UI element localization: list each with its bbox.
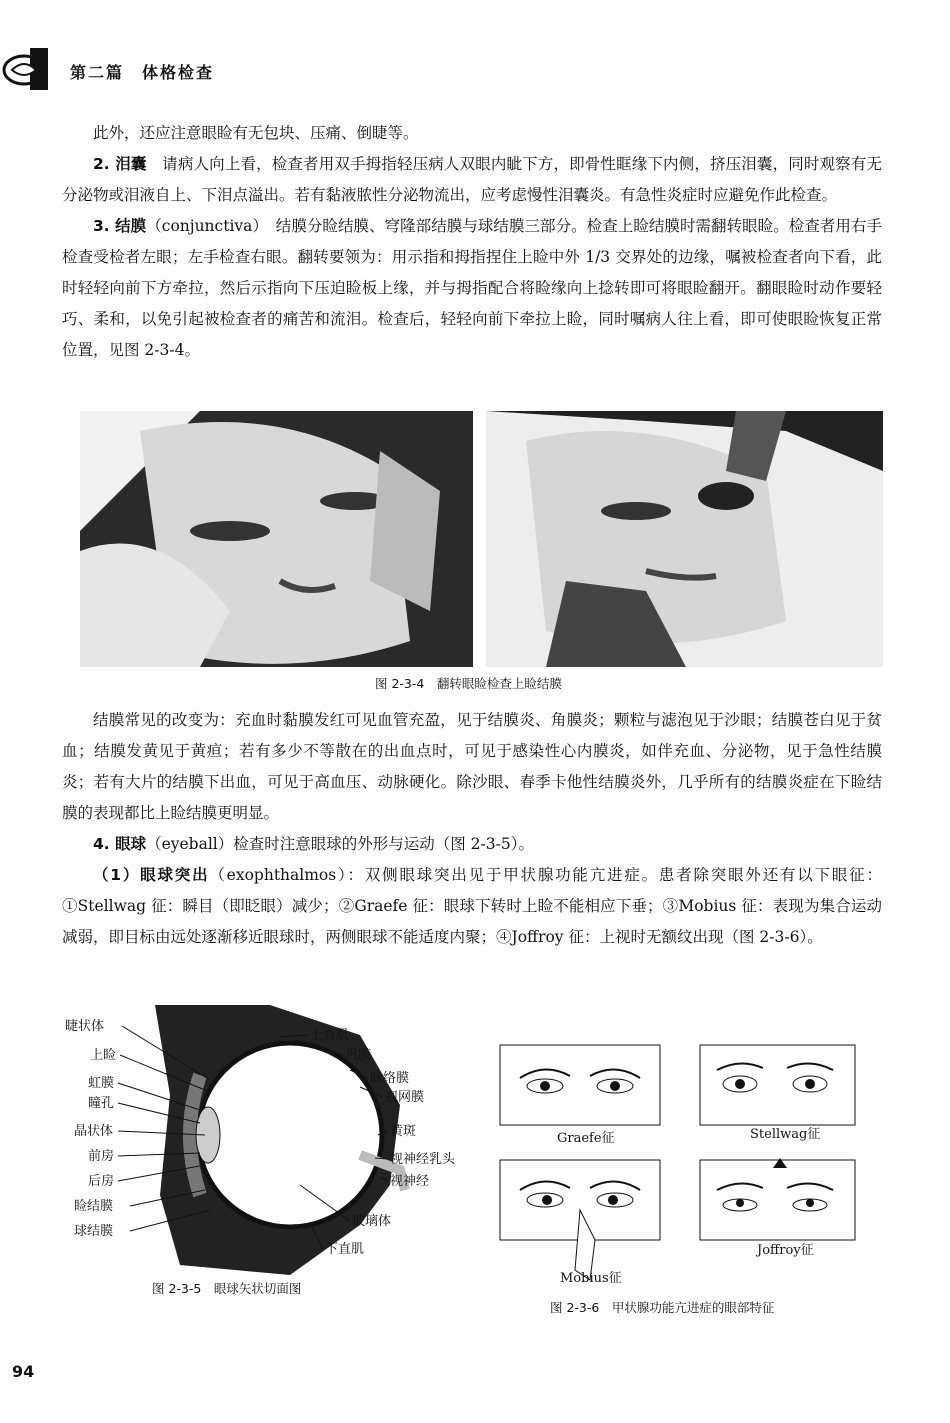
label-pupil: 瞳孔	[88, 1096, 115, 1111]
chapter-title: 第二篇 体格检查	[70, 63, 215, 82]
book-logo-icon	[2, 46, 52, 92]
label-retina: 视网膜	[385, 1090, 425, 1105]
text-block-1	[62, 118, 882, 366]
panel-graefe	[500, 1045, 660, 1146]
label-anterior-chamber: 前房	[88, 1149, 115, 1164]
label-vitreous-body: 玻璃体	[352, 1214, 392, 1229]
label-lens: 晶状体	[74, 1124, 114, 1139]
label-upper-eyelid: 上睑	[90, 1048, 117, 1063]
label-superior-rectus: 上直肌	[310, 1028, 350, 1043]
page-header	[0, 40, 950, 100]
figure-2-3-5-eyeball-diagram	[60, 995, 480, 1295]
label-choroid: 脉络膜	[370, 1071, 410, 1086]
label-bulbar-conjunctiva: 球结膜	[74, 1224, 114, 1239]
text-block-2	[62, 705, 882, 953]
svg-text:Joffroy征: Joffroy征	[757, 1243, 814, 1258]
panel-mobius	[500, 1160, 660, 1286]
label-palpebral-conjunctiva: 睑结膜	[74, 1199, 114, 1214]
label-macula: 黄斑	[390, 1124, 417, 1139]
page-number: 94	[12, 1362, 35, 1381]
paragraph-exophthalmos: （1）眼球突出（exophthalmos）：双侧眼球突出见于甲状腺功能亢进症。患者除突眼外还有以下眼征：①Stellwag 征：瞬目（即眨眼）减少；②Graefe 征：眼球下转时上睑不能相应下垂；③Mobius 征：表现为集合运动减弱，即目标由远处逐渐移近眼球时，两侧眼球不能适度内聚；④Joffroy 征：上视时无额纹出现（图 2-3-6）。	[62, 866, 882, 946]
photo-left	[80, 411, 473, 667]
svg-text:Stellwag征: Stellwag征	[750, 1127, 821, 1142]
panel-stellwag	[700, 1045, 855, 1142]
figure-2-3-6-caption: 图 2-3-6 甲状腺功能亢进症的眼部特征	[550, 1300, 775, 1315]
label-inferior-rectus: 下直肌	[325, 1242, 365, 1257]
label-sclera: 巩膜	[345, 1048, 372, 1063]
paragraph: 此外，还应注意眼睑有无包块、压痛、倒睫等。	[93, 124, 419, 142]
svg-text:Mobius征: Mobius征	[560, 1271, 622, 1286]
paragraph-conjunctiva-changes: 结膜常见的改变为：充血时黏膜发红可见血管充盈，见于结膜炎、角膜炎；颗粒与滤泡见于沙眼；结膜苍白见于贫血；结膜发黄见于黄疸；若有多少不等散在的出血点时，可见于感染性心内膜炎，如伴充血、分泌物，见于急性结膜炎；若有大片的结膜下出血，可见于高血压、动脉硬化。除沙眼、春季卡他性结膜炎外，几乎所有的结膜炎症在下睑结膜的表现都比上睑结膜更明显。	[62, 711, 882, 822]
label-optic-nerve: 视神经	[390, 1174, 430, 1189]
paragraph-lacrimal-sac: 2. 泪囊 请病人向上看，检查者用双手拇指轻压病人双眼内眦下方，即骨性眶缘下内侧，挤压泪囊，同时观察有无分泌物或泪液自上、下泪点溢出。若有黏液脓性分泌物流出，应考虑慢性泪囊炎。有急性炎症时应避免作此检查。	[62, 155, 882, 204]
label-optic-disc: 视神经乳头	[390, 1152, 456, 1167]
svg-text:Graefe征: Graefe征	[557, 1131, 615, 1146]
label-ciliary-body: 睫状体	[65, 1019, 105, 1034]
figure-2-3-5-caption: 图 2-3-5 眼球矢状切面图	[152, 1281, 302, 1295]
figure-2-3-4-caption: 图 2-3-4 翻转眼睑检查上睑结膜	[375, 676, 562, 691]
panel-joffroy	[700, 1158, 855, 1258]
paragraph-eyeball: 4. 眼球（eyeball）检查时注意眼球的外形与运动（图 2-3-5）。	[93, 835, 534, 853]
photo-right	[486, 411, 883, 667]
label-iris: 虹膜	[88, 1076, 115, 1091]
label-posterior-chamber: 后房	[88, 1174, 115, 1189]
paragraph-conjunctiva: 3. 结膜（conjunctiva） 结膜分睑结膜、穹隆部结膜与球结膜三部分。检查上睑结膜时需翻转眼睑。检查者用右手检查受检者左眼；左手检查右眼。翻转要领为：用示指和拇指捏住上睑中外 1/3 交界处的边缘，嘱被检查者向下看，此时轻轻向前下方牵拉，然后示指向下压迫睑板上缘，并与拇指配合将睑缘向上捻转即可将眼睑翻开。翻眼睑时动作要轻巧、柔和，以免引起被检查者的痛苦和流泪。检查后，轻轻向前下牵拉上睑，同时嘱病人往上看，即可使眼睑恢复正常位置，见图 2-3-4。	[62, 217, 882, 359]
figure-2-3-4-photos	[80, 411, 883, 667]
figure-2-3-6-thyroid-eye-signs	[495, 1040, 895, 1320]
